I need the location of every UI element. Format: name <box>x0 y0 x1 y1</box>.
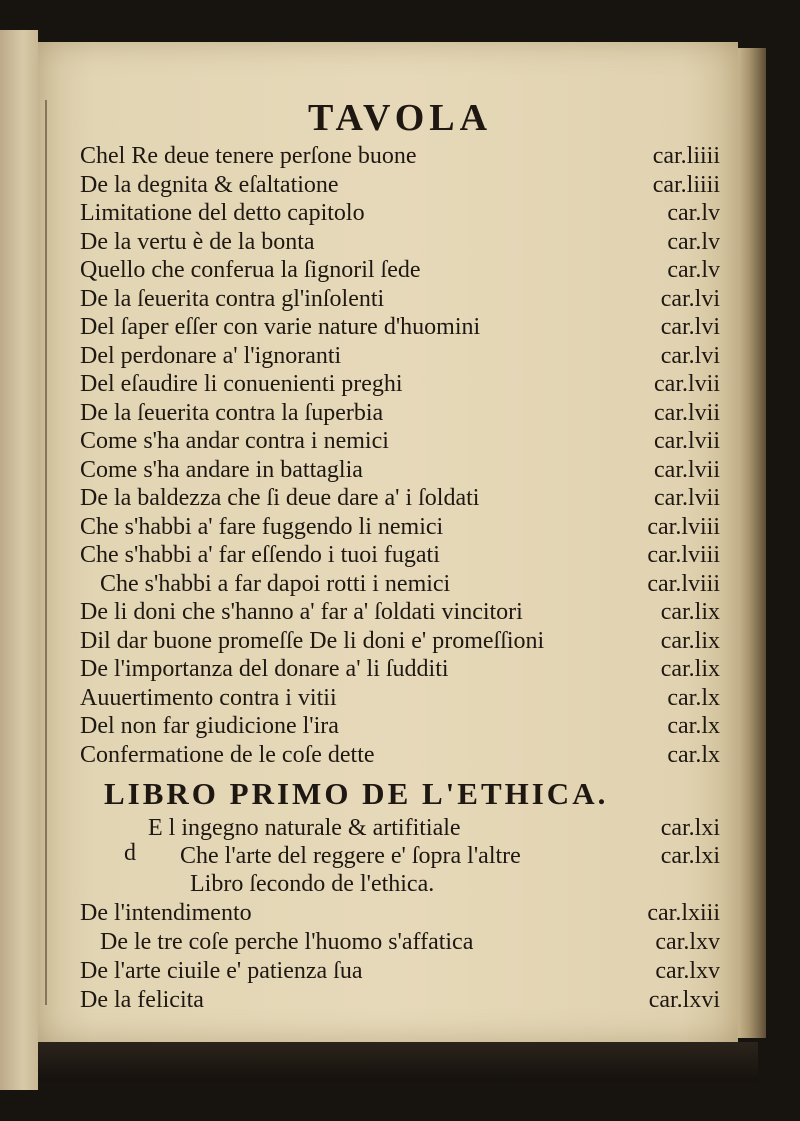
toc-entry-text: Che s'habbi a' fare fuggendo li nemici <box>80 514 444 540</box>
toc-entry-page: car.lvii <box>654 485 720 511</box>
page-edge <box>738 48 766 1038</box>
toc-entry-text: De l'arte ciuile e' patienza ſua <box>80 958 363 984</box>
toc-entry-text: De la degnita & eſaltatione <box>80 172 339 198</box>
toc-entry-text: Come s'ha andare in battaglia <box>80 457 363 483</box>
toc-entry-page: car.lviii <box>647 542 720 568</box>
toc-entry <box>80 596 720 628</box>
toc-entry <box>80 739 720 771</box>
toc-entry-page: car.liiii <box>652 172 720 198</box>
toc-entry-page: car.lvii <box>654 428 720 454</box>
toc-entry-page: car.lx <box>667 685 720 711</box>
toc-entry-text: De la baldezza che ſi deue dare a' i ſoldati <box>80 485 480 511</box>
toc-entry-page: car.liiii <box>652 143 720 169</box>
toc-entry-text: Come s'ha andar contra i nemici <box>80 428 389 454</box>
toc-entry-text: Quello che conferua la ſignoril ſede <box>80 257 421 283</box>
toc-entry-page: car.lx <box>667 742 720 768</box>
toc-entry-page: car.lix <box>660 599 720 625</box>
toc-entry-page: car.lxiii <box>647 900 720 926</box>
toc-entry-text: Che s'habbi a' far eſſendo i tuoi fugati <box>80 542 440 568</box>
toc-entry-text: De la ſeuerita contra la ſuperbia <box>80 400 384 426</box>
toc-entry-page: car.lxv <box>655 929 720 955</box>
toc-entry-page: car.lxi <box>660 815 720 841</box>
toc-entry-text: De la ſeuerita contra gl'inſolenti <box>80 286 385 312</box>
book-spine <box>0 30 38 1090</box>
toc-entry <box>80 955 720 987</box>
toc-subheading-text: Libro ſecondo de l'ethica. <box>190 871 435 897</box>
toc-entry-text: Limitatione del detto capitolo <box>80 200 365 226</box>
toc-entry-text: Del ſaper eſſer con varie nature d'huomini <box>80 314 481 340</box>
toc-entry <box>80 653 720 685</box>
toc-entry-page: car.lix <box>660 628 720 654</box>
toc-entry-text: Del perdonare a' l'ignoranti <box>80 343 342 369</box>
toc-entry-page: car.lvi <box>660 286 720 312</box>
toc-entry <box>80 710 720 742</box>
toc-entry <box>80 368 720 400</box>
toc-entry-page: car.lvi <box>660 314 720 340</box>
toc-entry-page: car.lviii <box>647 514 720 540</box>
toc-entry <box>80 926 720 958</box>
toc-entry-text: Del eſaudire li conuenienti preghi <box>80 371 403 397</box>
page-bottom-shadow <box>38 1042 758 1082</box>
toc-entry-text: Confermatione de le coſe dette <box>80 742 375 768</box>
toc-entry <box>80 482 720 514</box>
toc-entry <box>80 311 720 343</box>
toc-entry-text: Che s'habbi a far dapoi rotti i nemici <box>100 571 451 597</box>
toc-entry-text: De l'intendimento <box>80 900 252 926</box>
book-heading: LIBRO PRIMO DE L'ETHICA. <box>104 776 609 811</box>
toc-entry <box>80 140 720 172</box>
toc-entry-page: car.lx <box>667 713 720 739</box>
toc-subheading <box>190 868 640 900</box>
toc-entry-text: De li doni che s'hanno a' far a' ſoldati vincitori <box>80 599 523 625</box>
margin-rule <box>45 100 47 1005</box>
toc-entry-text: De la vertu è de la bonta <box>80 229 315 255</box>
toc-entry-text: Che l'arte del reggere e' ſopra l'altre <box>180 843 521 869</box>
toc-entry-page: car.lviii <box>647 571 720 597</box>
toc-entry-page: car.lvii <box>654 371 720 397</box>
toc-entry-page: car.lxv <box>655 958 720 984</box>
toc-entry <box>80 984 720 1016</box>
toc-entry-page: car.lvi <box>660 343 720 369</box>
toc-entry-text: De la felicita <box>80 987 204 1013</box>
toc-entry-page: car.lxvi <box>648 987 720 1013</box>
toc-entry <box>80 539 720 571</box>
toc-entry <box>80 897 720 929</box>
toc-entry-text: De l'importanza del donare a' li ſudditi <box>80 656 449 682</box>
marginal-letter: d <box>124 840 136 866</box>
toc-entry-text: De le tre coſe perche l'huomo s'affatica <box>100 929 474 955</box>
toc-entry-text: E l ingegno naturale & artifitiale <box>148 815 461 841</box>
toc-entry-page: car.lv <box>667 229 720 255</box>
toc-entry-text: Auuertimento contra i vitii <box>80 685 337 711</box>
toc-entry <box>80 425 720 457</box>
toc-entry-text: Chel Re deue tenere perſone buone <box>80 143 417 169</box>
toc-entry-text: Dil dar buone promeſſe De li doni e' promeſſioni <box>80 628 545 654</box>
toc-entry-text: Del non far giudicione l'ira <box>80 713 339 739</box>
toc-entry-page: car.lix <box>660 656 720 682</box>
toc-entry-page: car.lxi <box>660 843 720 869</box>
toc-entry-page: car.lv <box>667 200 720 226</box>
toc-entry-page: car.lvii <box>654 400 720 426</box>
toc-entry-page: car.lv <box>667 257 720 283</box>
toc-entry <box>80 197 720 229</box>
toc-entry <box>80 254 720 286</box>
page-title: TAVOLA <box>307 97 493 139</box>
toc-entry-page: car.lvii <box>654 457 720 483</box>
